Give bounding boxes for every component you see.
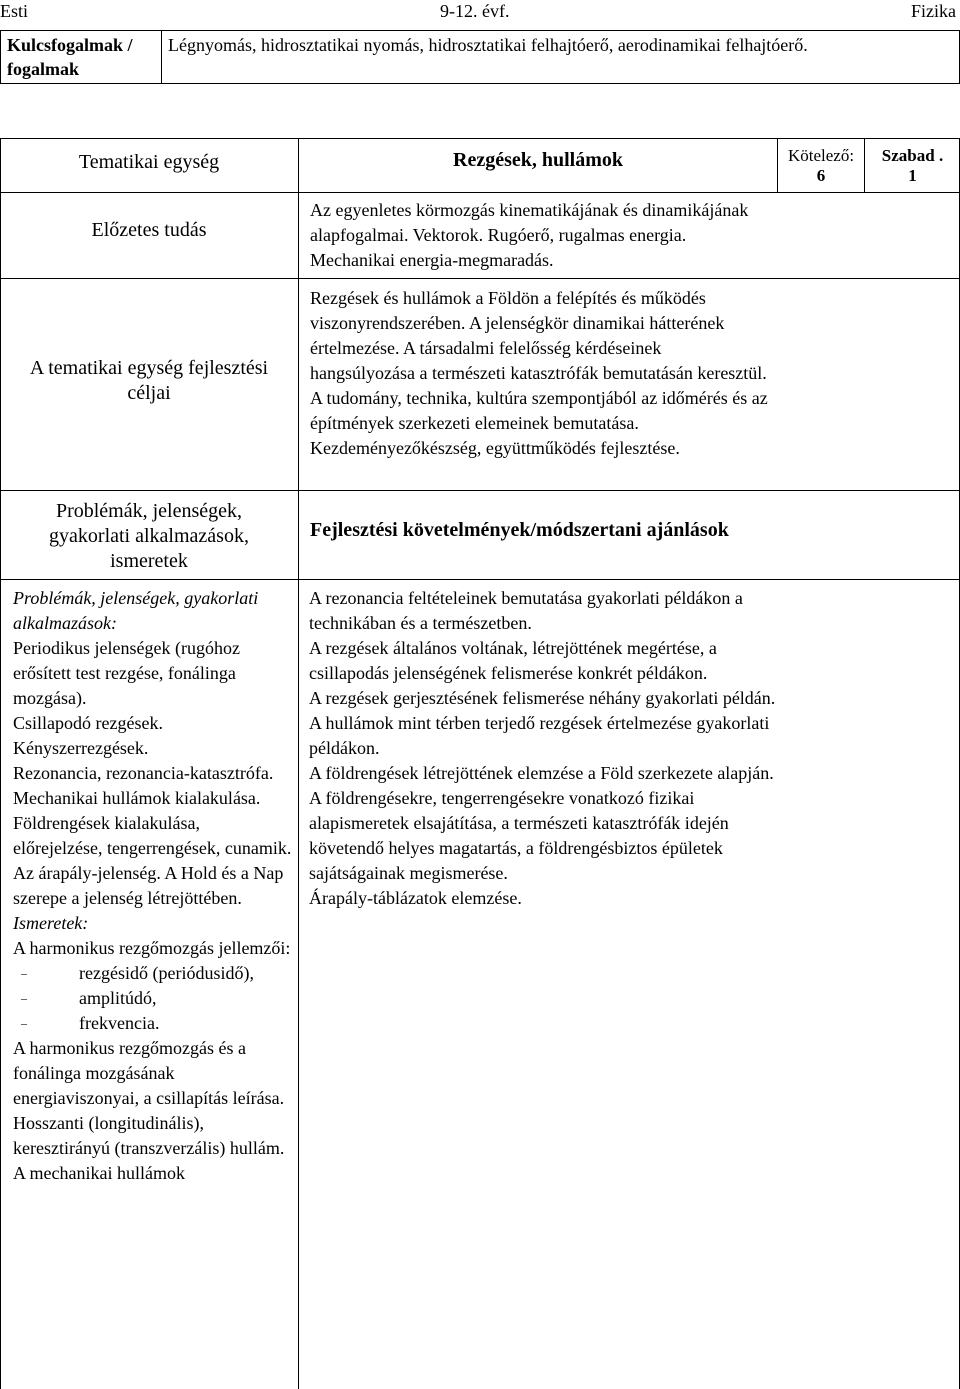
knowledge-item: Hosszanti (longitudinális), keresztirányú (transzverzális) hullám. — [13, 1113, 285, 1158]
goals-text: Rezgések és hullámok a Földön a felépítés és működés viszonyrendszerében. A jelenségkör dinamikai hátterének értelmezése. A társadalmi felelősség kérdéseinek hangsúlyozása a természeti katasztrófák bemutatásán keresztül. A tudomány, technika, kultúra szempontjából az időmérés és az építmények szerkezeti elemeinek bemutatása. Kezdeményezőkészség, együttműködés fejlesztése. — [310, 288, 768, 458]
thematic-unit-table — [0, 138, 960, 1389]
requirement-item: A földrengésekre, tengerrengésekre vonatkozó fizikai alapismeretek elsajátítása, a természeti katasztrófák idején követendő helyes magatartás, a földrengésbiztos épületek sajátságainak megismerése. — [309, 788, 729, 883]
knowledge-item: A harmonikus rezgőmozgás jellemzői: — [13, 938, 291, 958]
requirement-item: A rezgések általános voltának, létrejöttének megértése, a csillapodás jelenségének felismerése konkrét példákon. — [309, 638, 717, 683]
requirements-header: Fejlesztési követelmények/módszertani ajánlások — [310, 519, 729, 541]
problems-header-label: Problémák, jelenségek, gyakorlati alkalmazások, ismeretek — [49, 500, 249, 572]
header-subject: Fizika — [911, 1, 956, 21]
problem-item: Periodikus jelenségek (rugóhoz erősített test rezgése, fonálinga mozgása). — [13, 638, 240, 708]
header-grade: 9-12. évf. — [440, 1, 510, 21]
mandatory-hours — [778, 146, 864, 186]
problems-content — [13, 586, 293, 1186]
problems-sub-label: Problémák, jelenségek, gyakorlati alkalmazások: — [13, 588, 259, 633]
list-item: – rezgésidő (periódusidő), — [13, 961, 293, 986]
knowledge-item: A mechanikai hullámok — [13, 1163, 185, 1183]
problem-item: Az árapály-jelenség. A Hold és a Nap szerepe a jelenség létrejöttében. — [13, 863, 284, 908]
unit-label: Tematikai egység — [78, 151, 220, 173]
problem-item: Földrengések kialakulása, előrejelzése, tengerrengések, cunamik. — [13, 813, 292, 858]
prior-label: Előzetes tudás — [91, 219, 207, 241]
mandatory-label: Kötelező: — [787, 146, 855, 165]
problem-item: Rezonancia, rezonancia-katasztrófa. — [13, 763, 274, 783]
knowledge-item: A harmonikus rezgőmozgás és a fonálinga mozgásának energiaviszonyai, a csillapítás leírása. — [13, 1038, 285, 1108]
problem-item: Mechanikai hullámok kialakulása. — [13, 788, 261, 808]
unit-title: Rezgések, hullámok — [453, 149, 623, 171]
prior-text: Az egyenletes körmozgás kinematikájának és dinamikájának alapfogalmai. Vektorok. Rugóerő, rugalmas energia. Mechanikai energia-megmaradás. — [310, 200, 749, 270]
requirements-content — [309, 586, 779, 911]
keywords-label: Kulcsfogalmak / fogalmak — [1, 31, 162, 84]
requirement-item: A rezonancia feltételeinek bemutatása gyakorlati példákon a technikában és a természetben. — [309, 588, 743, 633]
list-item: – frekvencia. — [13, 1011, 293, 1036]
free-hours — [865, 146, 960, 186]
characteristics-list — [13, 961, 293, 1036]
free-label: Szabad . — [881, 146, 944, 165]
requirement-item: A hullámok mint térben terjedő rezgések értelmezése gyakorlati példákon. — [309, 713, 770, 758]
goals-label: A tematikai egység fejlesztési céljai — [29, 357, 269, 404]
keywords-table — [0, 30, 960, 84]
problem-item: Kényszerrezgések. — [13, 738, 149, 758]
header-left: Esti — [0, 1, 29, 21]
mandatory-value: 6 — [816, 166, 826, 185]
problem-item: Csillapodó rezgések. — [13, 713, 163, 733]
requirement-item: A földrengések létrejöttének elemzése a Föld szerkezete alapján. — [309, 763, 774, 783]
free-value: 1 — [908, 166, 917, 185]
keywords-value: Légnyomás, hidrosztatikai nyomás, hidrosztatikai felhajtóerő, aerodinamikai felhajtóerő. — [162, 31, 960, 84]
list-item: – amplitúdó, — [13, 986, 293, 1011]
knowledge-sub-label: Ismeretek: — [13, 913, 89, 933]
requirement-item: Árapály-táblázatok elemzése. — [309, 888, 522, 908]
page-header — [0, 0, 960, 22]
requirement-item: A rezgések gerjesztésének felismerése néhány gyakorlati példán. — [309, 688, 776, 708]
